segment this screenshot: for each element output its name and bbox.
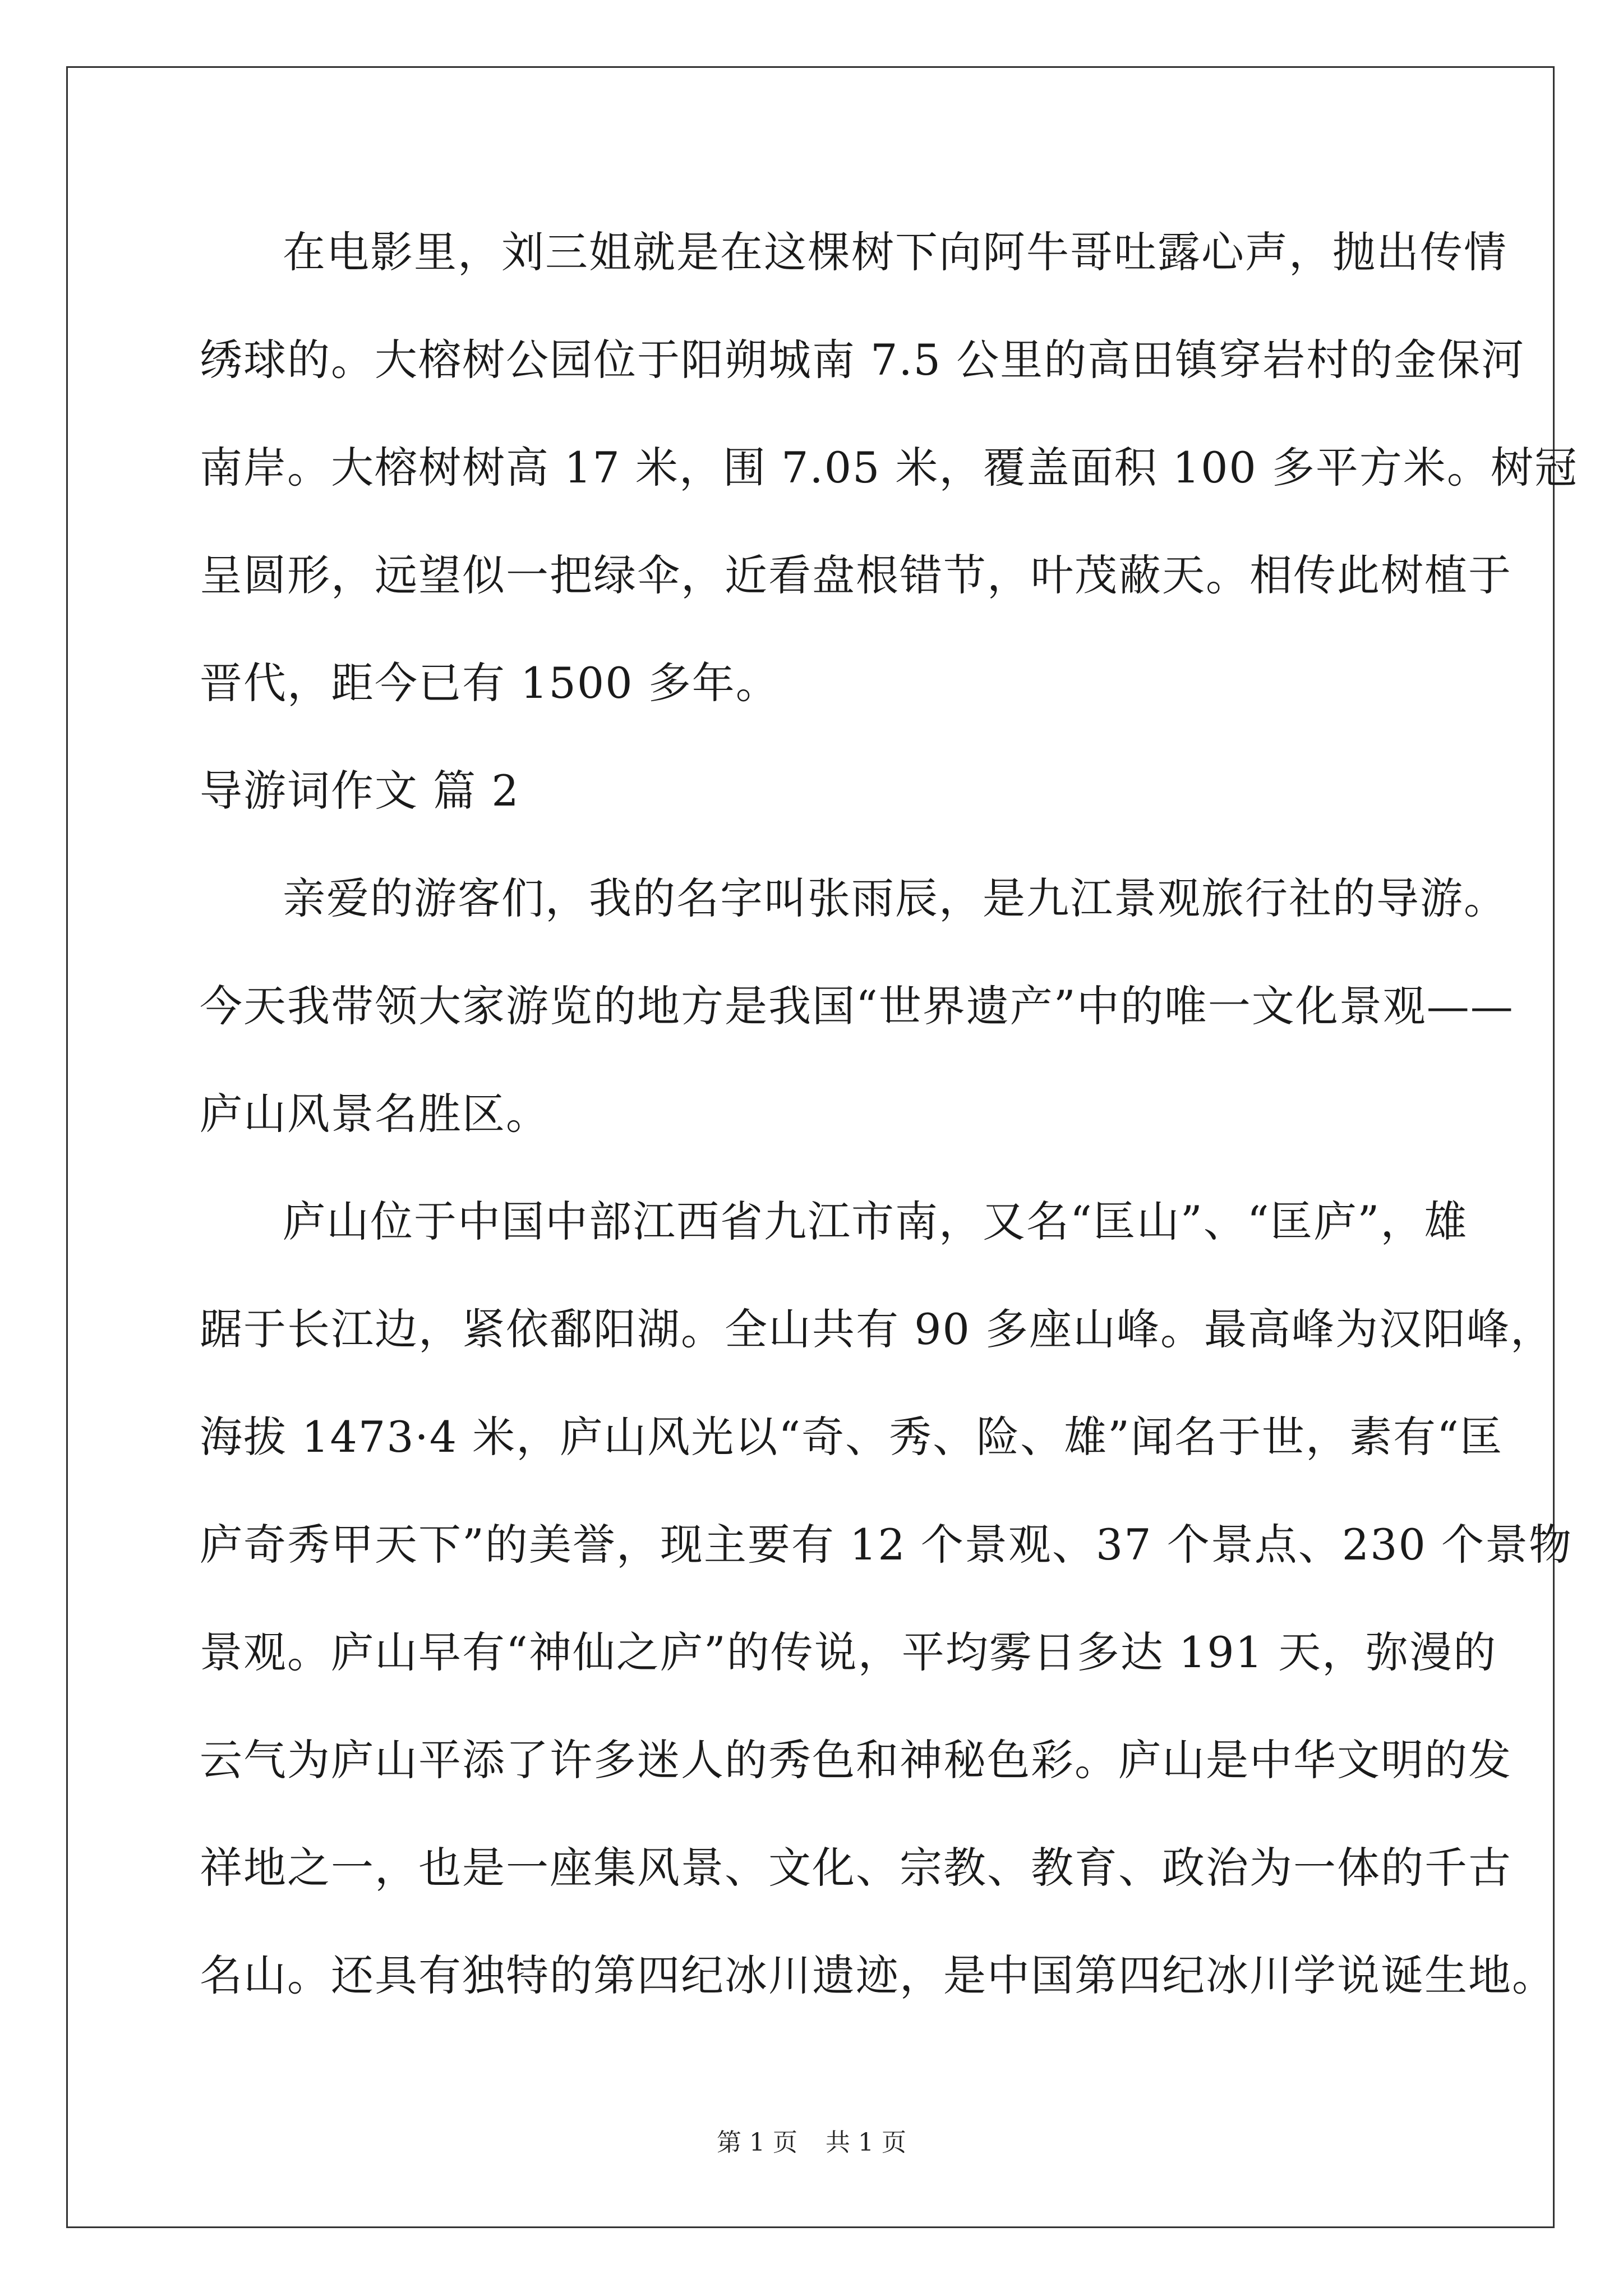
paragraph-line: 呈圆形，远望似一把绿伞，近看盘根错节，叶茂蔽天。相传此树植于 bbox=[200, 550, 1512, 600]
page-total: 共 1 页 bbox=[826, 2128, 906, 2157]
section-heading: 导游词作文 篇 2 bbox=[200, 766, 520, 816]
paragraph-line: 在电影里，刘三姐就是在这棵树下向阿牛哥吐露心声，抛出传情 bbox=[283, 227, 1507, 277]
paragraph-line: 今天我带领大家游览的地方是我国“世界遗产”中的唯一文化景观—— bbox=[200, 981, 1514, 1031]
page-footer bbox=[0, 2126, 1623, 2160]
paragraph-line: 庐山位于中国中部江西省九江市南，又名“匡山”、“匡庐”，雄 bbox=[283, 1197, 1468, 1246]
paragraph-line: 晋代，距今已有 1500 多年。 bbox=[200, 658, 780, 708]
paragraph-line: 祥地之一，也是一座集风景、文化、宗教、教育、政治为一体的千古 bbox=[200, 1843, 1512, 1893]
paragraph-line: 海拔 1473·4 米，庐山风光以“奇、秀、险、雄”闻名于世，素有“匡 bbox=[200, 1412, 1504, 1462]
paragraph-line: 庐山风景名胜区。 bbox=[200, 1089, 550, 1139]
paragraph-line: 景观。庐山早有“神仙之庐”的传说，平均雾日多达 191 天，弥漫的 bbox=[200, 1627, 1497, 1677]
paragraph-line: 南岸。大榕树树高 17 米，围 7.05 米，覆盖面积 100 多平方米。树冠 bbox=[200, 443, 1578, 493]
document-body bbox=[200, 208, 1578, 2039]
paragraph-line: 名山。还具有独特的第四纪冰川遗迹，是中国第四纪冰川学说诞生地。 bbox=[200, 1950, 1556, 2000]
paragraph-line: 踞于长江边，紧依鄱阳湖。全山共有 90 多座山峰。最高峰为汉阳峰， bbox=[200, 1304, 1555, 1354]
paragraph-line: 云气为庐山平添了许多迷人的秀色和神秘色彩。庐山是中华文明的发 bbox=[200, 1735, 1512, 1785]
paragraph-line: 绣球的。大榕树公园位于阳朔城南 7.5 公里的高田镇穿岩村的金保河 bbox=[200, 335, 1525, 385]
paragraph-line: 庐奇秀甲天下”的美誉，现主要有 12 个景观、37 个景点、230 个景物 bbox=[200, 1520, 1573, 1570]
page-number: 第 1 页 bbox=[717, 2128, 797, 2157]
paragraph-line: 亲爱的游客们，我的名字叫张雨辰，是九江景观旅行社的导游。 bbox=[283, 873, 1507, 923]
